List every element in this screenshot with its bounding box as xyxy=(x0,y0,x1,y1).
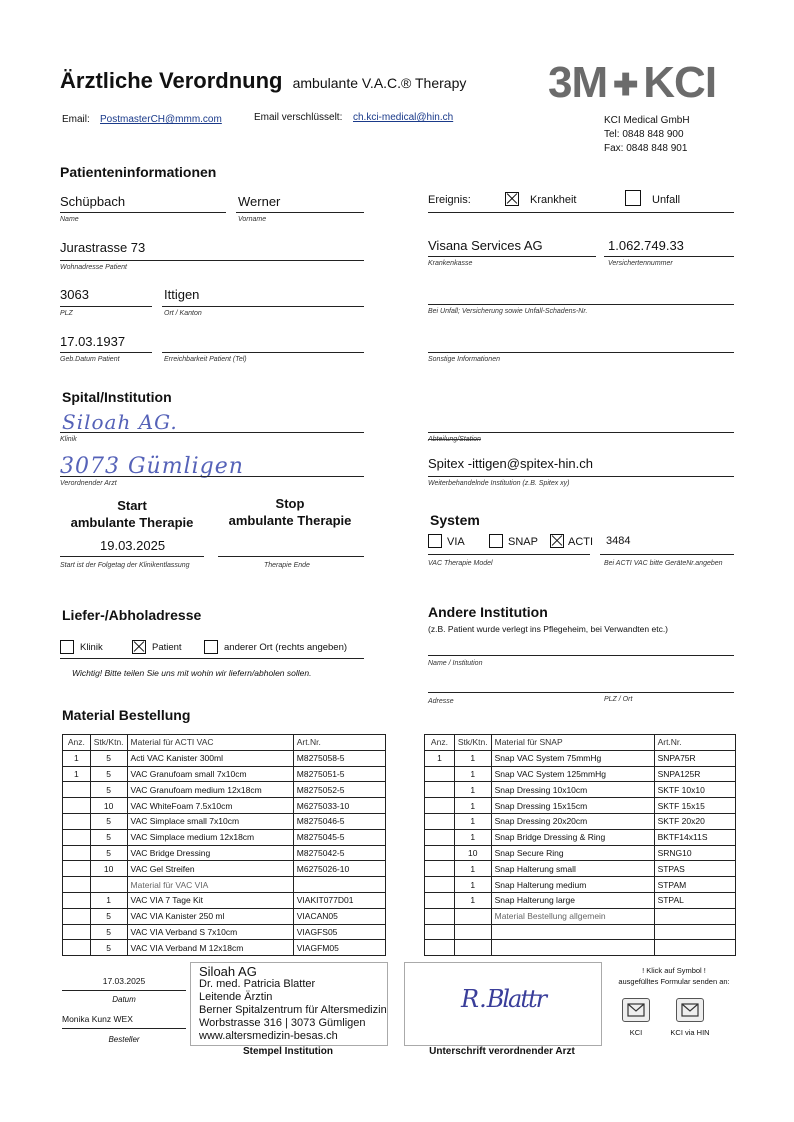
order-date[interactable]: 17.03.2025 xyxy=(102,976,146,986)
divider xyxy=(60,476,364,477)
snap-table-header-cell: Art.Nr. xyxy=(654,735,735,751)
snap-table-cell: SNPA75R xyxy=(654,750,735,766)
send-note-line2: ausgefülltes Formular senden an: xyxy=(618,977,730,986)
andere-name-label: Name / Institution xyxy=(428,660,483,667)
acti-table-row xyxy=(63,924,386,940)
acti-table-cell: M8275045-5 xyxy=(293,829,385,845)
acti-table-row xyxy=(63,750,386,766)
acti-table-cell xyxy=(90,877,127,893)
snap-table-cell: Snap Halterung medium xyxy=(491,877,654,893)
acti-table-cell: VAC Bridge Dressing xyxy=(127,845,293,861)
divider xyxy=(236,212,364,213)
snap-table-cell: SKTF 15x15 xyxy=(654,798,735,814)
stamp-line: Dr. med. Patricia Blatter xyxy=(199,978,316,990)
acti-table-cell: 5 xyxy=(90,750,127,766)
snap-table-cell xyxy=(654,924,735,940)
acti-table-cell: 10 xyxy=(90,861,127,877)
acti-table-cell: M6275026-10 xyxy=(293,861,385,877)
acti-table-row xyxy=(63,782,386,798)
acti-table-cell: 5 xyxy=(90,908,127,924)
acti-table-row xyxy=(63,940,386,956)
system-section-title: System xyxy=(430,512,480,528)
snap-table-row xyxy=(425,766,736,782)
acti-table-cell: Acti VAC Kanister 300ml xyxy=(127,750,293,766)
acti-table-header-cell: Art.Nr. xyxy=(293,735,385,751)
material-section-title: Material Bestellung xyxy=(62,707,191,723)
start-title-line1: Start xyxy=(117,498,147,513)
acti-table-qty-cell[interactable] xyxy=(63,892,91,908)
acti-table-cell: VAC VIA 7 Tage Kit xyxy=(127,892,293,908)
besteller-label: Besteller xyxy=(108,1035,140,1044)
acti-table-row xyxy=(63,813,386,829)
company-fax: Fax: 0848 848 901 xyxy=(604,143,688,154)
snap-table-qty-cell[interactable] xyxy=(425,940,455,956)
acti-table-cell: 5 xyxy=(90,940,127,956)
snap-table-row xyxy=(425,940,736,956)
stamp-line: Worbstrasse 316 | 3073 Gümligen xyxy=(199,1017,366,1029)
snap-table-header-row xyxy=(425,735,736,751)
acti-table-cell: VAC Granufoam small 7x10cm xyxy=(127,766,293,782)
company-name: KCI Medical GmbH xyxy=(604,115,690,126)
snap-table-row xyxy=(425,813,736,829)
snap-table-cell xyxy=(654,908,735,924)
company-tel: Tel: 0848 848 900 xyxy=(604,129,684,140)
institution-stamp xyxy=(190,962,388,1046)
snap-table-header-cell: Anz. xyxy=(425,735,455,751)
snap-table-cell: Snap Halterung large xyxy=(491,892,654,908)
snap-table-cell: 1 xyxy=(454,829,491,845)
start-date[interactable]: 19.03.2025 xyxy=(100,538,166,553)
acti-table-cell: 1 xyxy=(90,892,127,908)
liefer-anderer-label: anderer Ort (rechts angeben) xyxy=(224,642,348,653)
spital-section-title: Spital/Institution xyxy=(62,389,172,405)
besteller-name[interactable]: Monika Kunz WEX xyxy=(62,1014,133,1024)
snap-table-row xyxy=(425,782,736,798)
arzt-handwritten[interactable]: 3073 Gümligen xyxy=(60,454,244,479)
divider xyxy=(600,554,734,555)
snap-table-qty-cell[interactable] xyxy=(425,924,455,940)
divider xyxy=(162,352,364,353)
acti-table-cell xyxy=(293,877,385,893)
acti-table-cell: VAC Simplace small 7x10cm xyxy=(127,813,293,829)
snap-table-qty-cell[interactable] xyxy=(425,798,455,814)
start-title-line2: ambulante Therapie xyxy=(70,515,194,530)
snap-table-header-cell: Material für SNAP xyxy=(491,735,654,751)
doctor-signature: R.Blattr xyxy=(461,985,546,1013)
stamp-label: Stempel Institution xyxy=(243,1046,333,1057)
snap-table-cell: BKTF14x11S xyxy=(654,829,735,845)
acti-table-qty-cell[interactable] xyxy=(63,877,91,893)
acti-table-cell: VAC VIA Verband M 12x18cm xyxy=(127,940,293,956)
geraet-label: Bei ACTI VAC bitte GeräteNr.angeben xyxy=(604,560,723,567)
acti-table-row xyxy=(63,766,386,782)
acti-label: ACTI xyxy=(568,536,594,548)
divider xyxy=(60,556,204,557)
liefer-patient-label: Patient xyxy=(152,642,182,653)
signature-box[interactable] xyxy=(404,962,602,1046)
snap-table-cell: Snap VAC System 75mmHg xyxy=(491,750,654,766)
acti-table-cell: 5 xyxy=(90,829,127,845)
kci-send-label: KCI xyxy=(629,1028,643,1037)
snap-table-row xyxy=(425,750,736,766)
acti-table-cell: M8275042-5 xyxy=(293,845,385,861)
snap-table-cell: 1 xyxy=(454,877,491,893)
start-label: Start ist der Folgetag der Klinikentlassung xyxy=(60,562,190,569)
snap-table-cell: 1 xyxy=(454,750,491,766)
snap-table-qty-cell[interactable] xyxy=(425,892,455,908)
send-note-line1: ! Klick auf Symbol ! xyxy=(642,966,706,975)
snap-table-row xyxy=(425,892,736,908)
model-label: VAC Therapie Model xyxy=(428,560,493,567)
acti-table-cell: VAC WhiteFoam 7.5x10cm xyxy=(127,798,293,814)
divider xyxy=(62,990,186,991)
email-enc-label: Email verschlüsselt: xyxy=(254,112,343,123)
stop-title xyxy=(218,495,362,529)
snap-table-cell: 1 xyxy=(454,782,491,798)
snap-table-cell xyxy=(454,924,491,940)
liefer-patient-checkbox[interactable] xyxy=(132,640,146,654)
kasse-label: Krankenkasse xyxy=(428,260,473,267)
divider xyxy=(604,256,734,257)
acti-table-cell: VAC Gel Streifen xyxy=(127,861,293,877)
acti-table-qty-cell[interactable] xyxy=(63,940,91,956)
liefer-anderer-checkbox[interactable] xyxy=(204,640,218,654)
stop-title-line1: Stop xyxy=(275,496,305,511)
acti-table-cell: M8275046-5 xyxy=(293,813,385,829)
email-label: Email: xyxy=(62,114,90,125)
snap-table-cell: Snap Secure Ring xyxy=(491,845,654,861)
snap-table-cell xyxy=(654,940,735,956)
title-sub: ambulante V.A.C.® Therapy xyxy=(292,75,467,91)
divider xyxy=(428,352,734,353)
snap-table-cell: 1 xyxy=(454,813,491,829)
acti-table-cell: M8275051-5 xyxy=(293,766,385,782)
sonstige-label: Sonstige Informationen xyxy=(428,356,500,363)
divider xyxy=(428,655,734,656)
snap-table-qty-cell[interactable] xyxy=(425,813,455,829)
krankheit-label: Krankheit xyxy=(530,194,577,206)
snap-table-cell xyxy=(491,924,654,940)
krankheit-checkbox[interactable] xyxy=(505,192,519,206)
email-link[interactable]: PostmasterCH@mmm.com xyxy=(100,114,222,125)
stamp-line: Leitende Ärztin xyxy=(199,991,273,1003)
snap-table-cell: 10 xyxy=(454,845,491,861)
acti-table-header-cell: Anz. xyxy=(63,735,91,751)
snap-table-qty-cell[interactable] xyxy=(425,829,455,845)
form-title xyxy=(60,68,466,94)
snap-table-qty-cell[interactable] xyxy=(425,861,455,877)
divider xyxy=(60,658,364,659)
acti-table-cell: M8275058-5 xyxy=(293,750,385,766)
acti-table-cell: VIACAN05 xyxy=(293,908,385,924)
phone-label: Erreichbarkeit Patient (Tel) xyxy=(164,356,247,363)
unfall-label: Unfall xyxy=(652,194,681,206)
ort-label: Ort / Kanton xyxy=(164,310,202,317)
snap-table-row xyxy=(425,829,736,845)
snap-table-cell: STPAS xyxy=(654,861,735,877)
acti-table-qty-cell[interactable]: 1 xyxy=(63,750,91,766)
snap-table-qty-cell[interactable] xyxy=(425,845,455,861)
andere-section-title: Andere Institution xyxy=(428,604,548,620)
snap-table-cell: STPAL xyxy=(654,892,735,908)
divider xyxy=(428,692,734,693)
acti-table-cell: 5 xyxy=(90,924,127,940)
stamp-line: Berner Spitalzentrum für Altersmedizin xyxy=(199,1004,387,1016)
acti-table-cell: 5 xyxy=(90,782,127,798)
abteilung-label: Abteilung/Station xyxy=(428,436,481,443)
acti-table-qty-cell[interactable] xyxy=(63,813,91,829)
divider xyxy=(62,1028,186,1029)
send-note xyxy=(612,965,736,987)
acti-table-qty-cell[interactable] xyxy=(63,908,91,924)
stamp-line: Siloah AG xyxy=(199,964,257,979)
acti-table-row xyxy=(63,829,386,845)
acti-table-cell: Material für VAC VIA xyxy=(127,877,293,893)
acti-table-cell: 5 xyxy=(90,845,127,861)
patient-name[interactable]: Schüpbach xyxy=(60,194,126,209)
acti-table-cell: VAC VIA Kanister 250 ml xyxy=(127,908,293,924)
date-label: Datum xyxy=(112,995,136,1004)
snap-checkbox[interactable] xyxy=(489,534,503,548)
liefer-klinik-checkbox[interactable] xyxy=(60,640,74,654)
liefer-section-title: Liefer-/Abholadresse xyxy=(62,607,202,623)
plz-label: PLZ xyxy=(60,310,73,317)
signature-label: Unterschrift verordnender Arzt xyxy=(429,1046,575,1057)
patient-dob[interactable]: 17.03.1937 xyxy=(60,334,126,349)
andere-adresse-label: Adresse xyxy=(428,698,454,705)
acti-table-cell: 5 xyxy=(90,766,127,782)
patient-ort[interactable]: Ittigen xyxy=(164,287,200,302)
snap-label: SNAP xyxy=(508,536,538,548)
divider xyxy=(428,476,734,477)
acti-table-cell: VIAGFM05 xyxy=(293,940,385,956)
snap-table-row xyxy=(425,924,736,940)
unfall-info-label: Bei Unfall; Versicherung sowie Unfall-Schadens-Nr. xyxy=(428,308,588,315)
stamp-line: www.altersmedizin-besas.ch xyxy=(199,1030,338,1042)
snap-table-row xyxy=(425,908,736,924)
divider xyxy=(60,352,152,353)
acti-geraetenr[interactable]: 3484 xyxy=(606,535,631,547)
snap-table-row xyxy=(425,798,736,814)
snap-table-cell: SNPA125R xyxy=(654,766,735,782)
start-title xyxy=(62,497,202,531)
patient-section-title: Patienteninformationen xyxy=(60,164,217,180)
acti-table-header-cell: Stk/Ktn. xyxy=(90,735,127,751)
snap-table-cell: STPAM xyxy=(654,877,735,893)
acti-table-qty-cell[interactable]: 1 xyxy=(63,766,91,782)
patient-plz[interactable]: 3063 xyxy=(60,287,89,302)
andere-plzort-label: PLZ / Ort xyxy=(604,696,633,703)
acti-table-header-cell: Material für ACTI VAC xyxy=(127,735,293,751)
stop-title-line2: ambulante Therapie xyxy=(228,513,352,528)
kci-hin-send-label: KCI via HIN xyxy=(670,1028,710,1037)
snap-table-cell: Material Bestellung allgemein xyxy=(491,908,654,924)
acti-table-qty-cell[interactable] xyxy=(63,924,91,940)
divider xyxy=(428,554,590,555)
snap-table-cell: 1 xyxy=(454,892,491,908)
snap-table-cell: SKTF 10x10 xyxy=(654,782,735,798)
liefer-note: Wichtig! Bitte teilen Sie uns mit wohin wir liefern/abholen sollen. xyxy=(72,668,312,678)
snap-table-row xyxy=(425,845,736,861)
unfall-checkbox[interactable] xyxy=(625,190,641,206)
divider xyxy=(162,306,364,307)
acti-table-cell: VIAKIT077D01 xyxy=(293,892,385,908)
snap-table-header-cell: Stk/Ktn. xyxy=(454,735,491,751)
acti-table-header-row xyxy=(63,735,386,751)
acti-table-row xyxy=(63,798,386,814)
snap-table-cell: 1 xyxy=(454,766,491,782)
stop-label: Therapie Ende xyxy=(264,562,310,569)
snap-table-qty-cell[interactable] xyxy=(425,908,455,924)
acti-table-cell: VAC Simplace medium 12x18cm xyxy=(127,829,293,845)
versnr-label: Versichertennummer xyxy=(608,260,673,267)
snap-table-cell: 1 xyxy=(454,861,491,877)
arzt-label: Verordnender Arzt xyxy=(60,480,117,487)
acti-table-qty-cell[interactable] xyxy=(63,861,91,877)
via-label: VIA xyxy=(447,536,465,548)
vorname-label: Vorname xyxy=(238,216,267,223)
address-label: Wohnadresse Patient xyxy=(60,264,127,271)
acti-table-qty-cell[interactable] xyxy=(63,798,91,814)
snap-table-cell: Snap Dressing 15x15cm xyxy=(491,798,654,814)
snap-table-cell: Snap Dressing 20x20cm xyxy=(491,813,654,829)
acti-table-cell: M6275033-10 xyxy=(293,798,385,814)
acti-checkbox[interactable] xyxy=(550,534,564,548)
divider xyxy=(428,212,734,213)
acti-table-cell: VAC VIA Verband S 7x10cm xyxy=(127,924,293,940)
snap-table-qty-cell[interactable] xyxy=(425,782,455,798)
acti-table-row xyxy=(63,908,386,924)
ereignis-label: Ereignis: xyxy=(428,194,471,206)
snap-table-cell xyxy=(454,940,491,956)
krankenkasse[interactable]: Visana Services AG xyxy=(428,238,543,253)
acti-table-qty-cell[interactable] xyxy=(63,829,91,845)
snap-table-row xyxy=(425,861,736,877)
versichertennummer[interactable]: 1.062.749.33 xyxy=(608,238,684,253)
material-table-acti xyxy=(62,734,386,956)
weiter-label: Weiterbehandelnde Institution (z.B. Spitex xy) xyxy=(428,480,570,487)
name-label: Name xyxy=(60,216,79,223)
snap-table-cell: Snap VAC System 125mmHg xyxy=(491,766,654,782)
acti-table-qty-cell[interactable] xyxy=(63,782,91,798)
envelope-hin-icon[interactable] xyxy=(676,998,704,1022)
divider xyxy=(428,432,734,433)
snap-table-cell: Snap Bridge Dressing & Ring xyxy=(491,829,654,845)
divider xyxy=(218,556,364,557)
title-main: Ärztliche Verordnung xyxy=(60,68,283,93)
snap-table-cell: Snap Dressing 10x10cm xyxy=(491,782,654,798)
snap-table-qty-cell[interactable] xyxy=(425,766,455,782)
snap-table-qty-cell[interactable] xyxy=(425,877,455,893)
acti-table-cell: VIAGFS05 xyxy=(293,924,385,940)
acti-table-row xyxy=(63,892,386,908)
weiterbehandelnde-institution[interactable]: Spitex -ittigen@spitex-hin.ch xyxy=(428,456,593,471)
snap-table-row xyxy=(425,877,736,893)
acti-table-cell: VAC Granufoam medium 12x18cm xyxy=(127,782,293,798)
snap-table-cell xyxy=(491,940,654,956)
snap-table-cell: 1 xyxy=(454,798,491,814)
snap-table-qty-cell[interactable]: 1 xyxy=(425,750,455,766)
klinik-label: Klinik xyxy=(60,436,77,443)
acti-table-row xyxy=(63,861,386,877)
acti-table-cell: 5 xyxy=(90,813,127,829)
divider xyxy=(428,304,734,305)
divider xyxy=(60,212,226,213)
klinik-handwritten[interactable]: Siloah AG. xyxy=(62,410,178,434)
snap-table-cell xyxy=(454,908,491,924)
patient-vorname[interactable]: Werner xyxy=(238,194,281,209)
envelope-icon[interactable] xyxy=(622,998,650,1022)
material-table-snap xyxy=(424,734,736,956)
divider xyxy=(60,432,364,433)
divider xyxy=(60,260,364,261)
snap-table-cell: SRNG10 xyxy=(654,845,735,861)
dob-label: Geb.Datum Patient xyxy=(60,356,120,363)
divider xyxy=(60,306,152,307)
email-enc-link[interactable]: ch.kci-medical@hin.ch xyxy=(353,112,454,123)
patient-address[interactable]: Jurastrasse 73 xyxy=(60,240,146,255)
snap-table-cell: SKTF 20x20 xyxy=(654,813,735,829)
acti-table-row xyxy=(63,877,386,893)
andere-note: (z.B. Patient wurde verlegt ins Pflegeheim, bei Verwandten etc.) xyxy=(428,624,669,634)
snap-table-cell: Snap Halterung small xyxy=(491,861,654,877)
acti-table-cell: M8275052-5 xyxy=(293,782,385,798)
acti-table-qty-cell[interactable] xyxy=(63,845,91,861)
via-checkbox[interactable] xyxy=(428,534,442,548)
divider xyxy=(428,256,596,257)
acti-table-cell: 10 xyxy=(90,798,127,814)
3m-kci-logo: 3M ✚ KCI xyxy=(548,58,717,107)
liefer-klinik-label: Klinik xyxy=(80,642,103,653)
acti-table-row xyxy=(63,845,386,861)
